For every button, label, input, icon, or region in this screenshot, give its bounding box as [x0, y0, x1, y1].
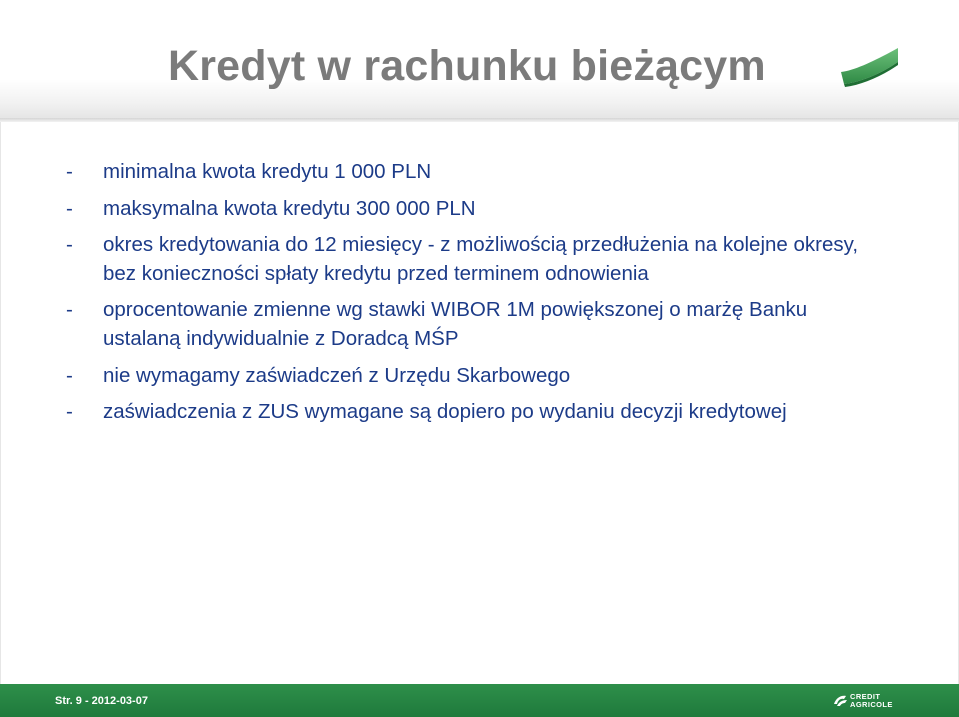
bullet-dash: -	[66, 363, 73, 387]
bullet-dash: -	[66, 196, 73, 220]
list-item-text: oprocentowanie zmienne wg stawki WIBOR 1M powiększonej o marżę Banku ustalaną indywidualnie z Doradcą MŚP	[103, 298, 808, 350]
credit-agricole-logo-icon	[832, 694, 848, 708]
brand-name	[850, 693, 893, 709]
slide-footer	[0, 684, 959, 717]
list-item	[62, 362, 882, 391]
slide-title: Kredyt w rachunku bieżącym	[168, 42, 766, 90]
brand-name-line2: AGRICOLE	[850, 700, 893, 709]
list-item-text: okres kredytowania do 12 miesięcy - z możliwością przedłużenia na kolejne okresy, bez konieczności spłaty kredytu przed terminem odnowienia	[103, 233, 859, 285]
bullet-list	[62, 158, 882, 435]
brand-name-line1: CREDIT	[850, 692, 881, 701]
bullet-dash: -	[66, 400, 73, 424]
list-item	[62, 398, 882, 427]
page-number-date: Str. 9 - 2012-03-07	[55, 695, 148, 707]
list-item-text: zaświadczenia z ZUS wymagane są dopiero po wydaniu decyzji kredytowej	[103, 400, 787, 424]
list-item	[62, 158, 882, 187]
bullet-dash: -	[66, 233, 73, 257]
list-item-text: minimalna kwota kredytu 1 000 PLN	[103, 160, 432, 183]
brand-logo	[832, 693, 912, 711]
green-stroke-logo-icon	[838, 46, 900, 88]
header-divider	[0, 118, 959, 122]
slide-header	[0, 0, 959, 122]
bullet-dash: -	[66, 298, 73, 322]
list-item	[62, 195, 882, 224]
list-item	[62, 231, 882, 288]
list-item	[62, 296, 882, 353]
list-item-text: maksymalna kwota kredytu 300 000 PLN	[103, 196, 476, 220]
list-item-text: nie wymagamy zaświadczeń z Urzędu Skarbowego	[103, 363, 571, 387]
bullet-dash: -	[66, 160, 73, 183]
